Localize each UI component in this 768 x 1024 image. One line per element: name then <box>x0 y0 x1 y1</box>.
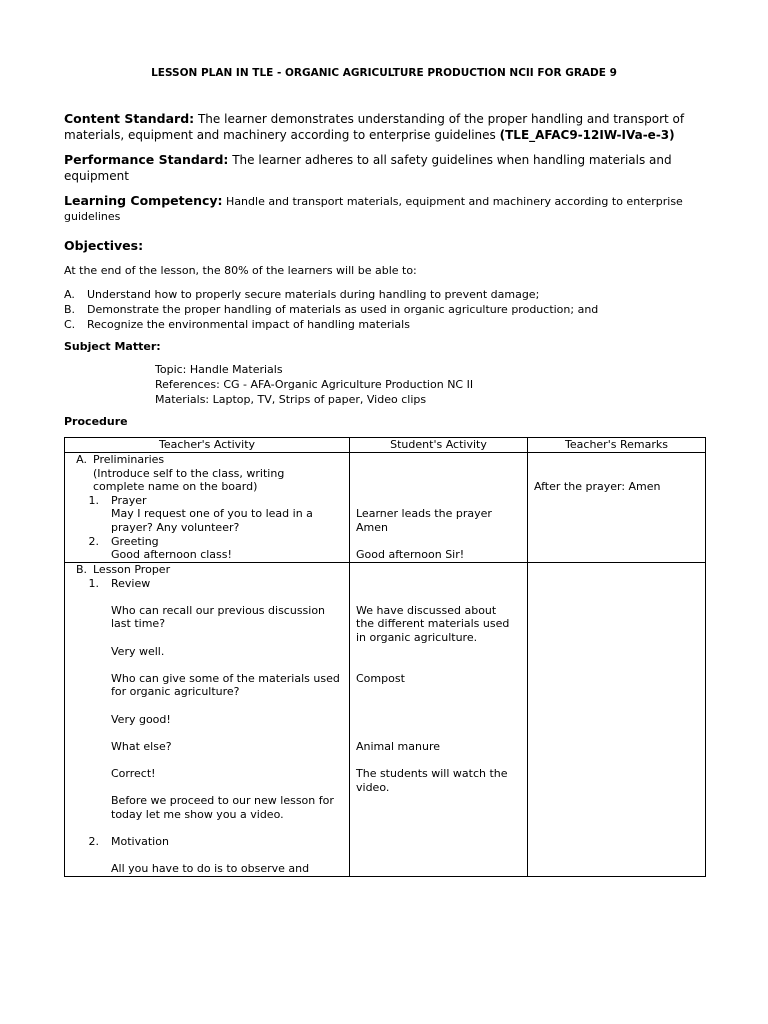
objectives-intro: At the end of the lesson, the 80% of the learners will be able to: <box>64 264 417 277</box>
performance-standard-label: Performance Standard: <box>64 152 229 167</box>
teacher-cell: B. Lesson Proper 1. Review Who can recall our previous discussion last time? Very well. Who can give some of the materials used for organic agriculture? Very good! What else? Correct! Before we proceed to our new lesson for today let me show you a video. 2. Motivation All you have to do is to observe and <box>65 563 350 877</box>
content-standard-text: The learner demonstrates understanding of the proper handling and transport of materials, equipment and machinery according to enterprise guidelines <box>64 112 685 142</box>
learning-competency <box>64 193 704 224</box>
procedure-table <box>64 437 706 877</box>
list-item: A. Understand how to properly secure materials during handling to prevent damage; <box>64 288 540 301</box>
performance-standard-text: The learner adheres to all safety guidelines when handling materials and equipment <box>64 153 672 183</box>
content-standard-code: (TLE_AFAC9-12IW-IVa-e-3) <box>499 128 675 142</box>
learning-competency-label: Learning Competency: <box>64 193 223 208</box>
list-item: C. Recognize the environmental impact of handling materials <box>64 318 410 331</box>
content-standard <box>64 111 704 143</box>
content-standard-label: Content Standard: <box>64 111 195 126</box>
subject-matter-details <box>155 362 473 407</box>
procedure-heading: Procedure <box>64 415 128 428</box>
column-header-teacher: Teacher's Activity <box>65 438 350 453</box>
remarks-cell: After the prayer: Amen <box>528 453 706 563</box>
teacher-cell: A. Preliminaries (Introduce self to the class, writing complete name on the board) 1. Prayer May I request one of you to lead in a prayer? Any volunteer? 2. Greeting Good afternoon class! <box>65 453 350 563</box>
table-header-row <box>65 438 706 453</box>
references-line: References: CG - AFA-Organic Agriculture Production NC II <box>155 378 474 391</box>
subject-matter-heading: Subject Matter: <box>64 340 161 353</box>
topic-line: Topic: Handle Materials <box>155 363 283 376</box>
learning-competency-text: Handle and transport materials, equipment and machinery according to enterprise guidelines <box>64 195 683 223</box>
document-title: LESSON PLAN IN TLE - ORGANIC AGRICULTURE PRODUCTION NCII FOR GRADE 9 <box>151 67 617 79</box>
remarks-cell <box>528 563 706 877</box>
objectives-list <box>64 288 724 333</box>
list-item: B. Demonstrate the proper handling of materials as used in organic agriculture production; and <box>64 303 599 316</box>
table-row <box>65 563 706 877</box>
objectives-heading: Objectives: <box>64 238 144 253</box>
column-header-student: Student's Activity <box>350 438 528 453</box>
student-cell: Learner leads the prayer Amen Good afternoon Sir! <box>350 453 528 563</box>
table-row <box>65 453 706 563</box>
materials-line: Materials: Laptop, TV, Strips of paper, Video clips <box>155 393 427 406</box>
student-cell: We have discussed about the different materials used in organic agriculture. Compost Animal manure The students will watch the video. <box>350 563 528 877</box>
performance-standard <box>64 152 704 184</box>
column-header-remarks: Teacher's Remarks <box>528 438 706 453</box>
